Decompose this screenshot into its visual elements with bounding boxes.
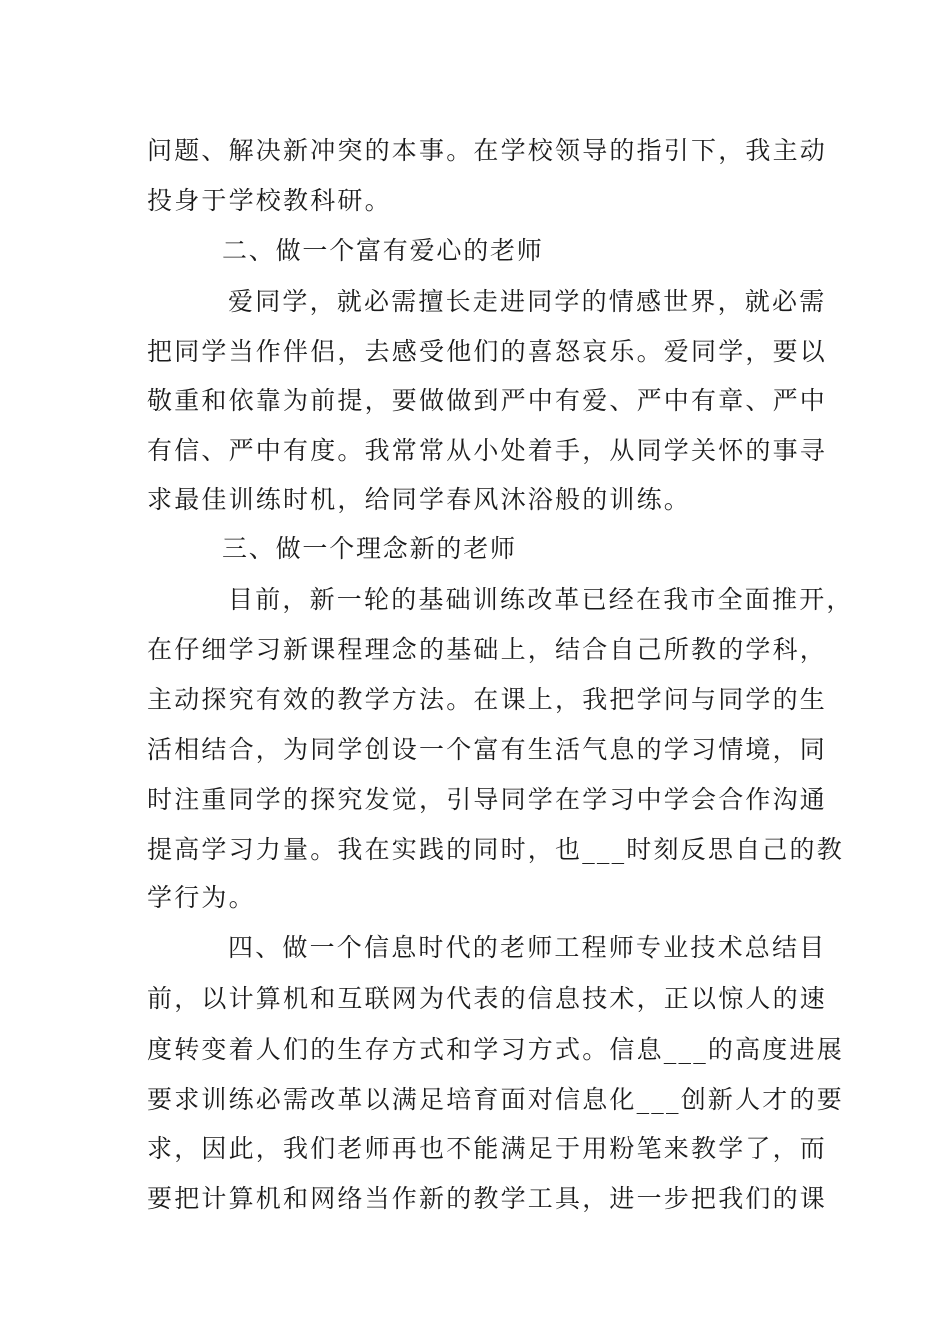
body-text-line: 求，因此，我们老师再也不能满足于用粉笔来教学了，而	[147, 1134, 828, 1163]
body-text-line: 要求训练必需改革以满足培育面对信息化___创新人才的要	[147, 1085, 844, 1114]
body-text-line: 问题、解决新冲突的本事。在学校领导的指引下，我主动	[147, 136, 828, 165]
section-heading: 二、做一个富有爱心的老师	[222, 236, 544, 265]
section-heading: 四、做一个信息时代的老师工程师专业技术总结目	[228, 933, 827, 962]
body-text-line: 敬重和依靠为前提，要做做到严中有爱、严中有章、严中	[147, 386, 828, 415]
body-text-line: 把同学当作伴侣，去感受他们的喜怒哀乐。爱同学，要以	[147, 337, 828, 366]
body-text-line: 活相结合，为同学创设一个富有生活气息的学习情境，同	[147, 735, 828, 764]
body-text-line: 求最佳训练时机，给同学春风沐浴般的训练。	[147, 485, 692, 514]
body-text-line: 要把计算机和网络当作新的教学工具，进一步把我们的课	[147, 1184, 828, 1213]
body-text-line: 提高学习力量。我在实践的同时，也___时刻反思自己的教	[147, 835, 844, 864]
body-text-line: 有信、严中有度。我常常从小处着手，从同学关怀的事寻	[147, 436, 828, 465]
body-text-line: 在仔细学习新课程理念的基础上，结合自己所教的学科，	[147, 635, 828, 664]
section-heading: 三、做一个理念新的老师	[222, 534, 517, 563]
body-text-line: 前，以计算机和互联网为代表的信息技术，正以惊人的速	[147, 984, 828, 1013]
body-text-line: 时注重同学的探究发觉，引导同学在学习中学会合作沟通	[147, 785, 828, 814]
body-text-line: 学行为。	[147, 883, 256, 912]
paragraph-first-line: 目前，新一轮的基础训练改革已经在我市全面推开，	[228, 585, 854, 614]
paragraph-first-line: 爱同学，就必需擅长走进同学的情感世界，就必需	[228, 287, 827, 316]
body-text-line: 度转变着人们的生存方式和学习方式。信息___的高度进展	[147, 1035, 844, 1064]
body-text-line: 投身于学校教科研。	[147, 186, 392, 215]
body-text-line: 主动探究有效的教学方法。在课上，我把学问与同学的生	[147, 685, 828, 714]
